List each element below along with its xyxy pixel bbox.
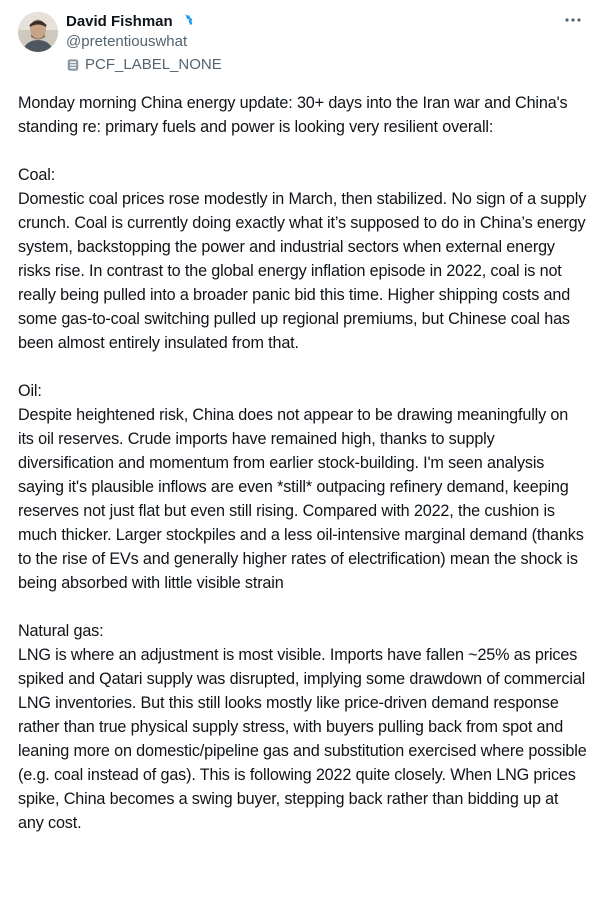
author-info	[66, 12, 222, 75]
tweet-header	[18, 10, 585, 80]
more-icon[interactable]	[563, 14, 583, 26]
display-name[interactable]: David Fishman	[66, 13, 173, 30]
affiliation-label	[66, 55, 222, 75]
label-text: PCF_LABEL_NONE	[85, 56, 222, 73]
verified-badge-icon[interactable]	[176, 13, 194, 31]
avatar[interactable]	[18, 12, 58, 52]
tweet-paragraph-intro: Monday morning China energy update: 30+ days into the Iran war and China's standing re: primary fuels and power is looking very resilient overall:	[18, 94, 568, 136]
tweet-paragraph-oil: Oil: Despite heightened risk, China does not appear to be drawing meaningfully on its oil reserves. Crude imports have remained high, thanks to supply diversification and momentum from earlier stock-building. I'm seen analysis saying it's plausible inflows are even *still* outpacing refinery demand, keeping reserves not just flat but even still rising. Compared with 2022, the cushion is much thicker. Larger stockpiles and a less oil-intensive marginal demand (thanks to the rise of EVs and generally higher rates of electrification) mean the shock is being absorbed with little visible strain	[18, 382, 584, 592]
avatar-photo-icon	[18, 12, 58, 52]
tweet-paragraph-natural-gas: Natural gas: LNG is where an adjustment is most visible. Imports have fallen ~25% as prices spiked and Qatari supply was disrupted, implying some drawdown of commercial LNG inventories. But this still looks mostly like price-driven demand response rather than true physical supply stress, with buyers pulling back from spot and leaning more on domestic/pipeline gas and substitution exercised where possible (e.g. coal instead of gas). This is following 2022 quite closely. When LNG prices spike, China becomes a swing buyer, stepping back rather than bidding up at any cost.	[18, 622, 587, 832]
government-label-icon	[66, 58, 80, 72]
handle[interactable]: @pretentiouswhat	[66, 33, 188, 50]
tweet-text	[18, 91, 588, 835]
tweet-paragraph-coal: Coal: Domestic coal prices rose modestly in March, then stabilized. No sign of a supply crunch. Coal is currently doing exactly what it’s supposed to do in China’s energy system, backstopping the power and industrial sectors when external energy risks rise. In contrast to the global energy inflation episode in 2022, coal is not really being pulled into a broader panic bid this time. Higher shipping costs and some gas-to-coal switching pulled up regional premiums, but Chinese coal has been almost entirely insulated from that.	[18, 166, 587, 352]
display-name-row	[66, 12, 222, 32]
